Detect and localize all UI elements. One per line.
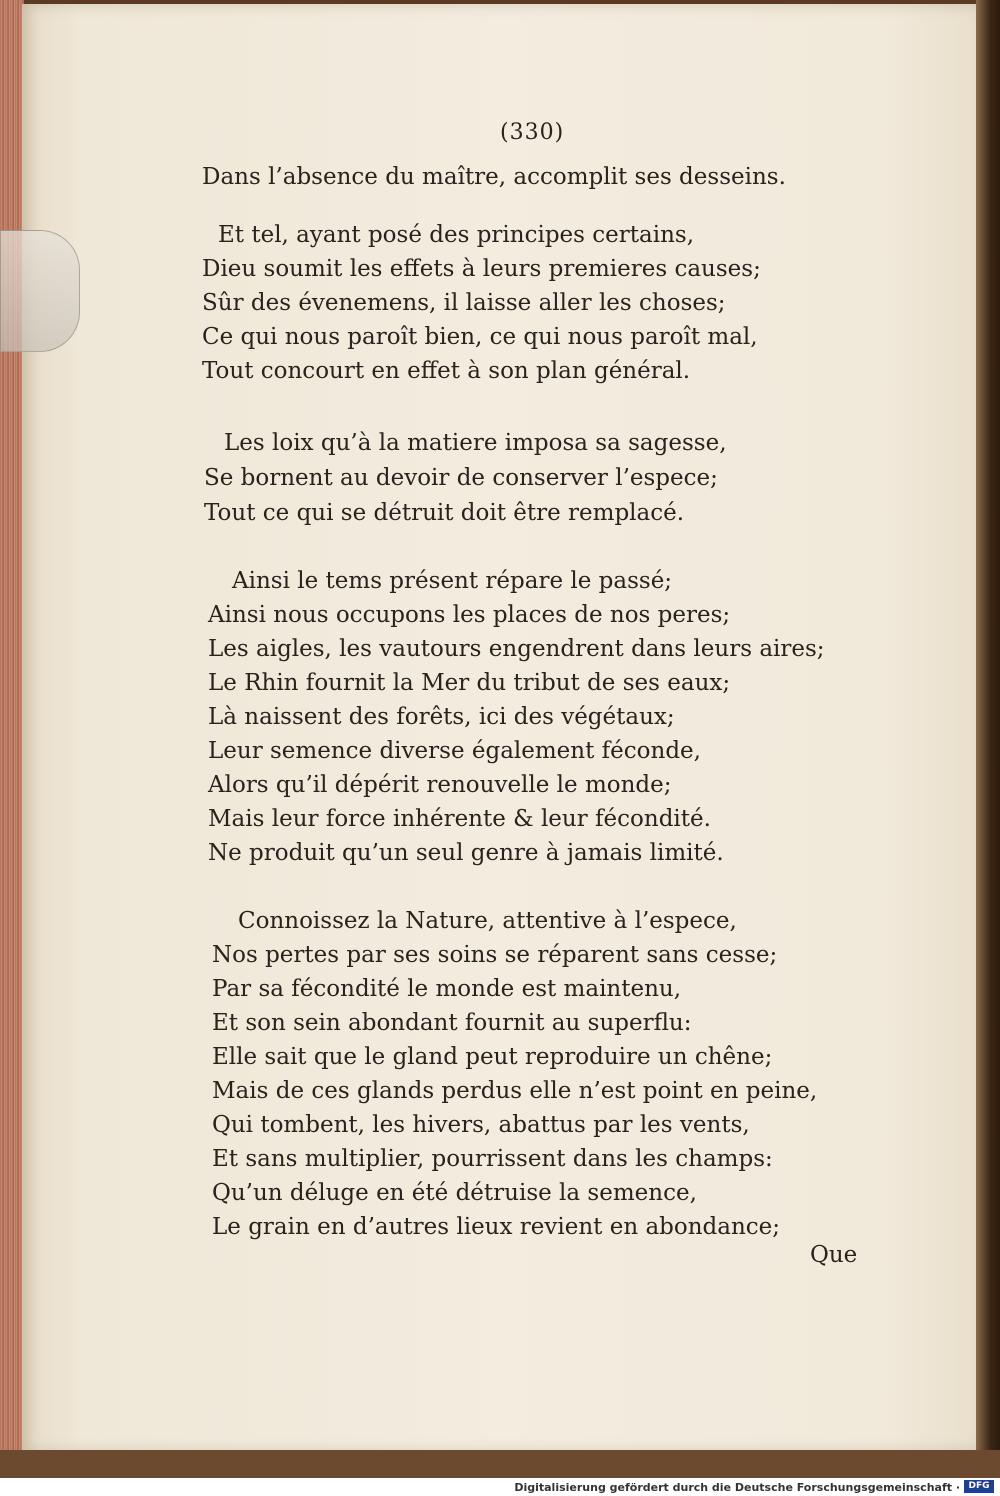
text-line: Ainsi nous occupons les places de nos peres; — [208, 602, 731, 628]
text-line: Et tel, ayant posé des principes certains, — [218, 222, 695, 248]
text-line: Les loix qu’à la matiere imposa sa sagesse, — [224, 430, 727, 456]
catchword: Que — [810, 1242, 858, 1268]
text-line: Elle sait que le gland peut reproduire un chêne; — [212, 1044, 773, 1070]
text-line: Se bornent au devoir de conserver l’espece; — [204, 465, 718, 491]
text-line: Et son sein abondant fournit au superflu: — [212, 1010, 692, 1036]
text-line: Ainsi le tems présent répare le passé; — [232, 568, 673, 594]
book-cover-edge — [0, 1450, 1000, 1478]
page-text-block — [22, 4, 978, 1452]
footer — [0, 1478, 1000, 1496]
text-line: Dieu soumit les effets à leurs premieres causes; — [202, 256, 761, 282]
text-line: Et sans multiplier, pourrissent dans les champs: — [212, 1146, 773, 1172]
funding-notice: Digitalisierung gefördert durch die Deutsche Forschungsgemeinschaft · — [514, 1481, 960, 1494]
text-line: Sûr des évenemens, il laisse aller les choses; — [202, 290, 726, 316]
dfg-logo: DFG — [964, 1480, 994, 1493]
text-line: Leur semence diverse également féconde, — [208, 738, 701, 764]
text-line: Nos pertes par ses soins se réparent sans cesse; — [212, 942, 778, 968]
text-line: Tout ce qui se détruit doit être remplacé. — [204, 500, 685, 526]
text-line: Qu’un déluge en été détruise la semence, — [212, 1180, 697, 1206]
text-line: Tout concourt en effet à son plan général. — [202, 358, 691, 384]
text-line: Mais de ces glands perdus elle n’est point en peine, — [212, 1078, 818, 1104]
text-line: Par sa fécondité le monde est maintenu, — [212, 976, 682, 1002]
text-line: Le grain en d’autres lieux revient en abondance; — [212, 1214, 781, 1240]
page-clip — [0, 230, 80, 352]
text-line: Les aigles, les vautours engendrent dans leurs aires; — [208, 636, 825, 662]
text-line: Connoissez la Nature, attentive à l’espece, — [238, 908, 737, 934]
text-line: Mais leur force inhérente & leur fécondité. — [208, 806, 711, 832]
page-edges — [0, 0, 24, 1478]
page-number: (330) — [500, 120, 565, 145]
book-page — [22, 4, 978, 1452]
text-line: Qui tombent, les hivers, abattus par les vents, — [212, 1112, 750, 1138]
text-line: Ce qui nous paroît bien, ce qui nous paroît mal, — [202, 324, 758, 350]
text-line: Dans l’absence du maître, accomplit ses desseins. — [202, 164, 786, 190]
text-line: Là naissent des forêts, ici des végétaux; — [208, 704, 675, 730]
text-line: Alors qu’il dépérit renouvelle le monde; — [208, 772, 672, 798]
book-binding — [976, 0, 1000, 1478]
text-line: Le Rhin fournit la Mer du tribut de ses eaux; — [208, 670, 731, 696]
text-line: Ne produit qu’un seul genre à jamais limité. — [208, 840, 724, 866]
